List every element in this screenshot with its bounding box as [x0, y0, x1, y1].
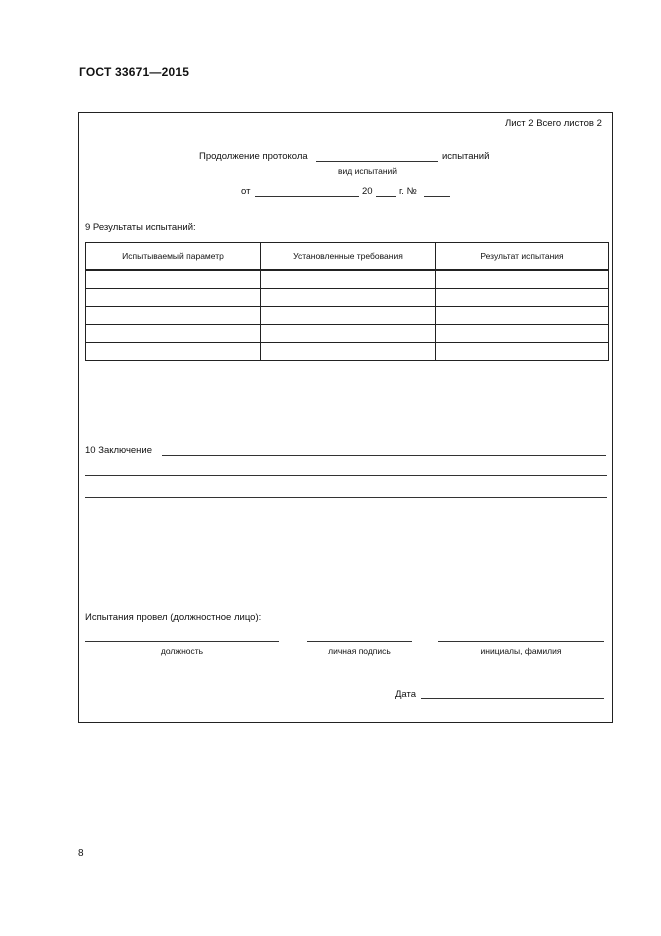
conclusion-line-2[interactable]	[85, 475, 607, 476]
document-header: ГОСТ 33671—2015	[79, 65, 190, 79]
table-row	[86, 289, 609, 307]
position-line[interactable]	[85, 641, 279, 642]
number-label: г. №	[399, 186, 417, 197]
table-cell[interactable]	[86, 343, 261, 361]
results-table	[85, 242, 609, 361]
table-cell[interactable]	[261, 325, 436, 343]
column-header-parameter: Испытываемый параметр	[86, 243, 261, 271]
date-line[interactable]	[255, 196, 359, 197]
conclusion-line-1[interactable]	[162, 455, 606, 456]
protocol-prefix: Продолжение протокола	[199, 151, 308, 162]
table-cell[interactable]	[436, 325, 609, 343]
protocol-suffix: испытаний	[442, 151, 490, 162]
sign-date-line[interactable]	[421, 698, 604, 699]
table-cell[interactable]	[261, 343, 436, 361]
signature-caption: личная подпись	[328, 646, 391, 656]
results-heading: 9 Результаты испытаний:	[85, 222, 196, 233]
date-label: Дата	[395, 689, 417, 700]
page-number: 8	[78, 848, 84, 859]
table-row	[86, 343, 609, 361]
table-row	[86, 270, 609, 289]
table-cell[interactable]	[86, 307, 261, 325]
sheet-info: Лист 2 Всего листов 2	[505, 118, 602, 129]
table-row	[86, 325, 609, 343]
table-cell[interactable]	[86, 270, 261, 289]
table-cell[interactable]	[436, 307, 609, 325]
table-cell[interactable]	[261, 289, 436, 307]
table-cell[interactable]	[261, 270, 436, 289]
test-type-line[interactable]	[316, 161, 438, 162]
table-cell[interactable]	[436, 270, 609, 289]
signature-line[interactable]	[307, 641, 412, 642]
column-header-requirements: Установленные требования	[261, 243, 436, 271]
table-cell[interactable]	[436, 343, 609, 361]
name-caption: инициалы, фамилия	[480, 646, 562, 656]
table-cell[interactable]	[261, 307, 436, 325]
year-label: 20	[362, 186, 373, 197]
test-type-caption: вид испытаний	[338, 166, 398, 176]
conclusion-label: 10 Заключение	[85, 445, 153, 456]
position-caption: должность	[160, 646, 204, 656]
table-cell[interactable]	[86, 325, 261, 343]
conclusion-line-3[interactable]	[85, 497, 607, 498]
name-line[interactable]	[438, 641, 604, 642]
table-row	[86, 307, 609, 325]
table-cell[interactable]	[436, 289, 609, 307]
protocol-frame	[78, 112, 613, 723]
column-header-result: Результат испытания	[436, 243, 609, 271]
table-cell[interactable]	[86, 289, 261, 307]
number-line[interactable]	[424, 196, 450, 197]
signatures-heading: Испытания провел (должностное лицо):	[85, 612, 262, 623]
date-from-label: от	[241, 186, 251, 197]
year-line[interactable]	[376, 196, 396, 197]
